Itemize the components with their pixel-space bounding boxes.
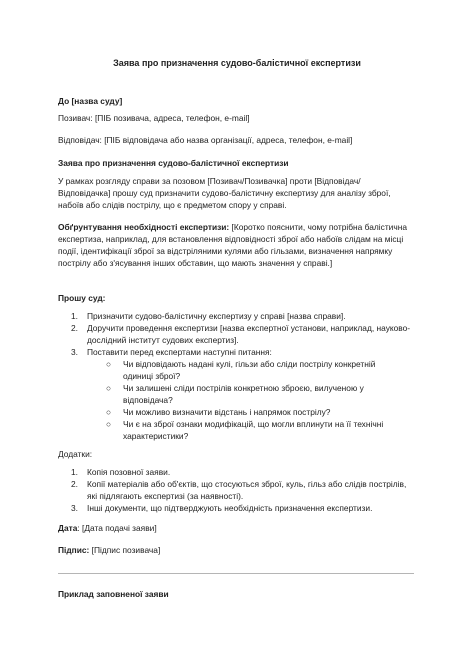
signature-label: Підпис:: [58, 545, 90, 555]
section-heading: Заява про призначення судово-балістичної експертизи: [58, 158, 289, 168]
justification-text: [Коротко пояснити, чому потрібна балістична експертиза, наприклад, для встановлення відповідності зброї або набоїв слідам на місці події, ідентифікації зброї за відстріляними кулями або гільзами, визначення напрямку пострілу або з'ясування інших обставин, що мають значення у справі.]: [58, 222, 408, 268]
request-item-2: [58, 322, 416, 346]
example-heading: Приклад заповненої заяви: [58, 589, 169, 599]
date-label: Дата: [58, 523, 78, 533]
document-title: Заява про призначення судово-балістичної експертизи: [113, 58, 361, 68]
signature-value: [Підпис позивача]: [89, 545, 161, 555]
attachment-text: Інші документи, що підтверджують необхідність призначення експертизи.: [87, 503, 373, 513]
court-addressee: До [назва суду]: [58, 96, 123, 106]
plaintiff-line: Позивач: [ПІБ позивача, адреса, телефон, e-mail]: [58, 113, 250, 123]
attachments-heading: Додатки:: [58, 449, 93, 459]
attachment-text: Копія позовної заяви.: [87, 467, 171, 477]
request-number: 1.: [71, 311, 78, 321]
attachment-item-1: [58, 466, 410, 478]
justification-label: Обґрунтування необхідності експертизи:: [58, 222, 230, 232]
attachment-text: Копії матеріалів або об'єктів, що стосуються зброї, куль, гільз або слідів пострілів, які підлягають експертизі (за наявності).: [87, 479, 407, 501]
circle-bullet-icon: ○: [106, 383, 112, 393]
attachment-item-3: [58, 502, 410, 514]
intro-paragraph: У рамках розгляду справи за позовом [Позивач/Позивачка] проти [Відповідач/Відповідачка] прошу суд призначити судово-балістичну експертизу для аналізу зброї, набоїв або слідів пострілу, що є предметом спору у справі.: [58, 176, 391, 210]
attachment-item-2: [58, 478, 410, 502]
circle-bullet-icon: ○: [106, 407, 112, 417]
request-number: 3.: [71, 347, 78, 357]
question-text: Чи залишені сліди пострілів конкретною зброєю, вилученою у відповідача?: [123, 383, 364, 405]
request-number: 2.: [71, 323, 78, 333]
request-item-3: [58, 346, 416, 358]
attachments-list: [58, 466, 410, 514]
question-list: [58, 358, 388, 442]
request-text: Призначити судово-балістичну експертизу у справі [назва справи].: [87, 311, 346, 321]
attachment-number: 2.: [71, 479, 78, 489]
question-item-1: [58, 358, 388, 382]
question-text: Чи можливо визначити відстань і напрямок пострілу?: [123, 407, 331, 417]
section-divider: [58, 573, 414, 574]
request-list: [58, 310, 416, 358]
question-item-3: [58, 406, 388, 418]
question-text: Чи є на зброї ознаки модифікацій, що могли вплинути на її технічні характеристики?: [123, 419, 384, 441]
attachment-number: 3.: [71, 503, 78, 513]
question-item-4: [58, 418, 388, 442]
circle-bullet-icon: ○: [106, 419, 112, 429]
request-text: Поставити перед експертами наступні питання:: [87, 347, 272, 357]
question-text: Чи відповідають надані кулі, гільзи або сліди пострілу конкретній одиниці зброї?: [123, 359, 376, 381]
circle-bullet-icon: ○: [106, 359, 112, 369]
request-heading: Прошу суд:: [58, 293, 106, 303]
signature-line: [58, 544, 418, 556]
date-line: [58, 522, 418, 534]
question-item-2: [58, 382, 388, 406]
date-value: : [Дата подачі заяви]: [77, 523, 157, 533]
request-text: Доручити проведення експертизи [назва експертної установи, наприклад, науково-дослідний інститут судових експертиз].: [87, 323, 411, 345]
request-item-1: [58, 310, 416, 322]
attachment-number: 1.: [71, 467, 78, 477]
defendant-line: Відповідач: [ПІБ відповідача або назва організації, адреса, телефон, e-mail]: [58, 135, 353, 145]
justification-paragraph: [58, 221, 410, 269]
